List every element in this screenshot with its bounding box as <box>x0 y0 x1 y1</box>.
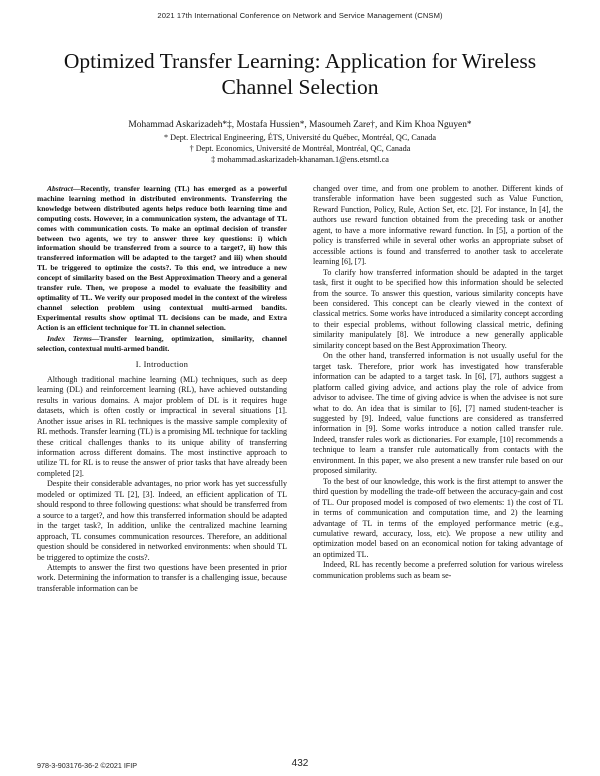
index-terms <box>37 334 287 354</box>
abstract <box>37 184 287 333</box>
affiliation-2: † Dept. Economics, Université de Montréal, Montréal, QC, Canada <box>189 144 411 153</box>
section-heading-introduction: I. Introduction <box>135 360 189 370</box>
left-column <box>37 184 287 594</box>
author-email: ‡ mohammad.askarizadeh-khanaman.1@ens.etsmtl.ca <box>211 155 389 164</box>
footer-isbn: 978-3-903176-36-2 ©2021 IFIP <box>37 761 137 770</box>
intro-paragraph: Attempts to answer the first two questions have been presented in prior work. Determining the information to transfer is a challenging issue, because transferable information can be <box>37 563 287 593</box>
intro-paragraph: Despite their considerable advantages, no prior work has yet successfully modeled or optimized TL [2], [3]. Indeed, an efficient application of TL should respond to three following questions: what should be transferred from a source to a target?, and how this transferred information should be adapted in the target task?, In addition, unlike the centralized machine learning approach, TL consumes communication resources. Therefore, an additional question should be considered in networked environments: when should TL be triggered to optimize the costs?. <box>37 479 287 562</box>
body-paragraph: To the best of our knowledge, this work is the first attempt to answer the third question by modelling the trade-off between the accuracy-gain and cost of TL. Our proposed model is composed of two elements: 1) the cost of TL in terms of communication and computation time, and 2) the learning advantage of TL in terms of the employed performance metric (e.g., cumulative reward, accuracy, loss, etc). We propose a new utility and optimization model based on an economical notion for taking advantage of an optimized TL. <box>313 476 563 559</box>
body-paragraph: changed over time, and from one problem to another. Different kinds of transferable information have been suggested such as Value Function, Reward Function, Policy, Rule, Action Set, etc. [2]. For instance, In [4], the authors use reward function obtained from the preceding task or another agent, to have a more informative reward function. In [5], a portion of the policy is transferred while in several other works an appropriate subset of accessible actions is found and transferred to another task to accelerate learning [6], [7]. <box>313 184 563 267</box>
body-paragraph: On the other hand, transferred information is not usually useful for the target task. Therefore, prior work has investigated how transferable information can be adapted to a target task. In [6], [7], authors suggest a platform called giving advice, and actions play the role of advice from advisor to advisee. The time of giving advice is when the advisee is not sure what to do. An idea that is similar to [6], [7] named student-teacher is suggested by [9]. Indeed, value functions are considered as transferred information in [9]. Some works introduce a notion called transfer rule. Indeed, transfer rules work as dictionaries. For example, [10] recommends a technique to learn a transfer rule automatically from contacts with the environment. In this paper, we also present a new transfer rule based on our proposed similarity. <box>313 351 563 476</box>
index-terms-label: Index Terms <box>47 333 92 343</box>
intro-paragraph: Although traditional machine learning (ML) techniques, such as deep learning (DL) and reinforcement learning (RL), have achieved outstanding results in various domains. A major problem of DL is it requires huge datasets, which is often costly or impractical in several situations [1]. Another issue arises in RL techniques is the massive sample complexity of RL methods. Transfer learning (TL) is a promising ML technique for tackling these critical challenges thanks to its unique ability of transferring information across different domains. The most instinctive approach to utilize TL for RL is to reuse the answer of prior tasks that have already been completed [2]. <box>37 374 287 478</box>
conference-header: 2021 17th International Conference on Network and Service Management (CNSM) <box>157 11 443 20</box>
author-list: Mohammad Askarizadeh*‡, Mostafa Hussien*, Masoumeh Zare†, and Kim Khoa Nguyen* <box>128 120 472 130</box>
affiliation-1: * Dept. Electrical Engineering, ÉTS, Université du Québec, Montréal, QC, Canada <box>164 133 436 142</box>
index-terms-text: —Transfer learning, optimization, similarity, channel selection, contextual multi-armed bandit. <box>37 333 287 353</box>
page-number: 432 <box>291 758 309 769</box>
abstract-label: Abstract <box>47 184 73 193</box>
body-paragraph: Indeed, RL has recently become a preferred solution for various wireless communication problems such as beam se- <box>313 560 563 580</box>
paper-title: Optimized Transfer Learning: Application for Wireless Channel Selection <box>63 49 537 99</box>
body-paragraph: To clarify how transferred information should be adapted in the target task, first it ought to be specified how this information should be selected from the source. To answer this question, various similarity concepts have been considered. This concept can be clearly viewed in the context of classical metrics. Some works have introduced a similarity concept according to their especial problems, without following classical metric, defining similarity manipulately [8]. We introduce a new generally applicable similarity concept based on the Best Approximation Theory. <box>313 267 563 350</box>
right-column <box>313 184 563 581</box>
abstract-text: —Recently, transfer learning (TL) has emerged as a powerful machine learning method in distributed environments. Transferring the knowledge between distributed agents helps reduce both learning time and computing costs. However, in a communication system, the advantage of TL comes with communication costs. To make an optimal decision of transfer between two agents, we try to answer three key questions: i) which information should be transferred from a source to a target?, ii) how this transferred information will be adapted to the target? and iii) when should TL be triggered to optimize the costs?. To this end, we introduce a new concept of similarity based on the Best Approximation Theory and a general transfer rule. Then, we propose a model to evaluate the feasibility and optimality of TL. We verify our proposed model in the context of the wireless channel selection problem using contextual multi-armed bandits. Experimental results show optimal TL decisions can be made, and Extra Action is an efficient technique for TL in channel selection. <box>37 184 287 332</box>
